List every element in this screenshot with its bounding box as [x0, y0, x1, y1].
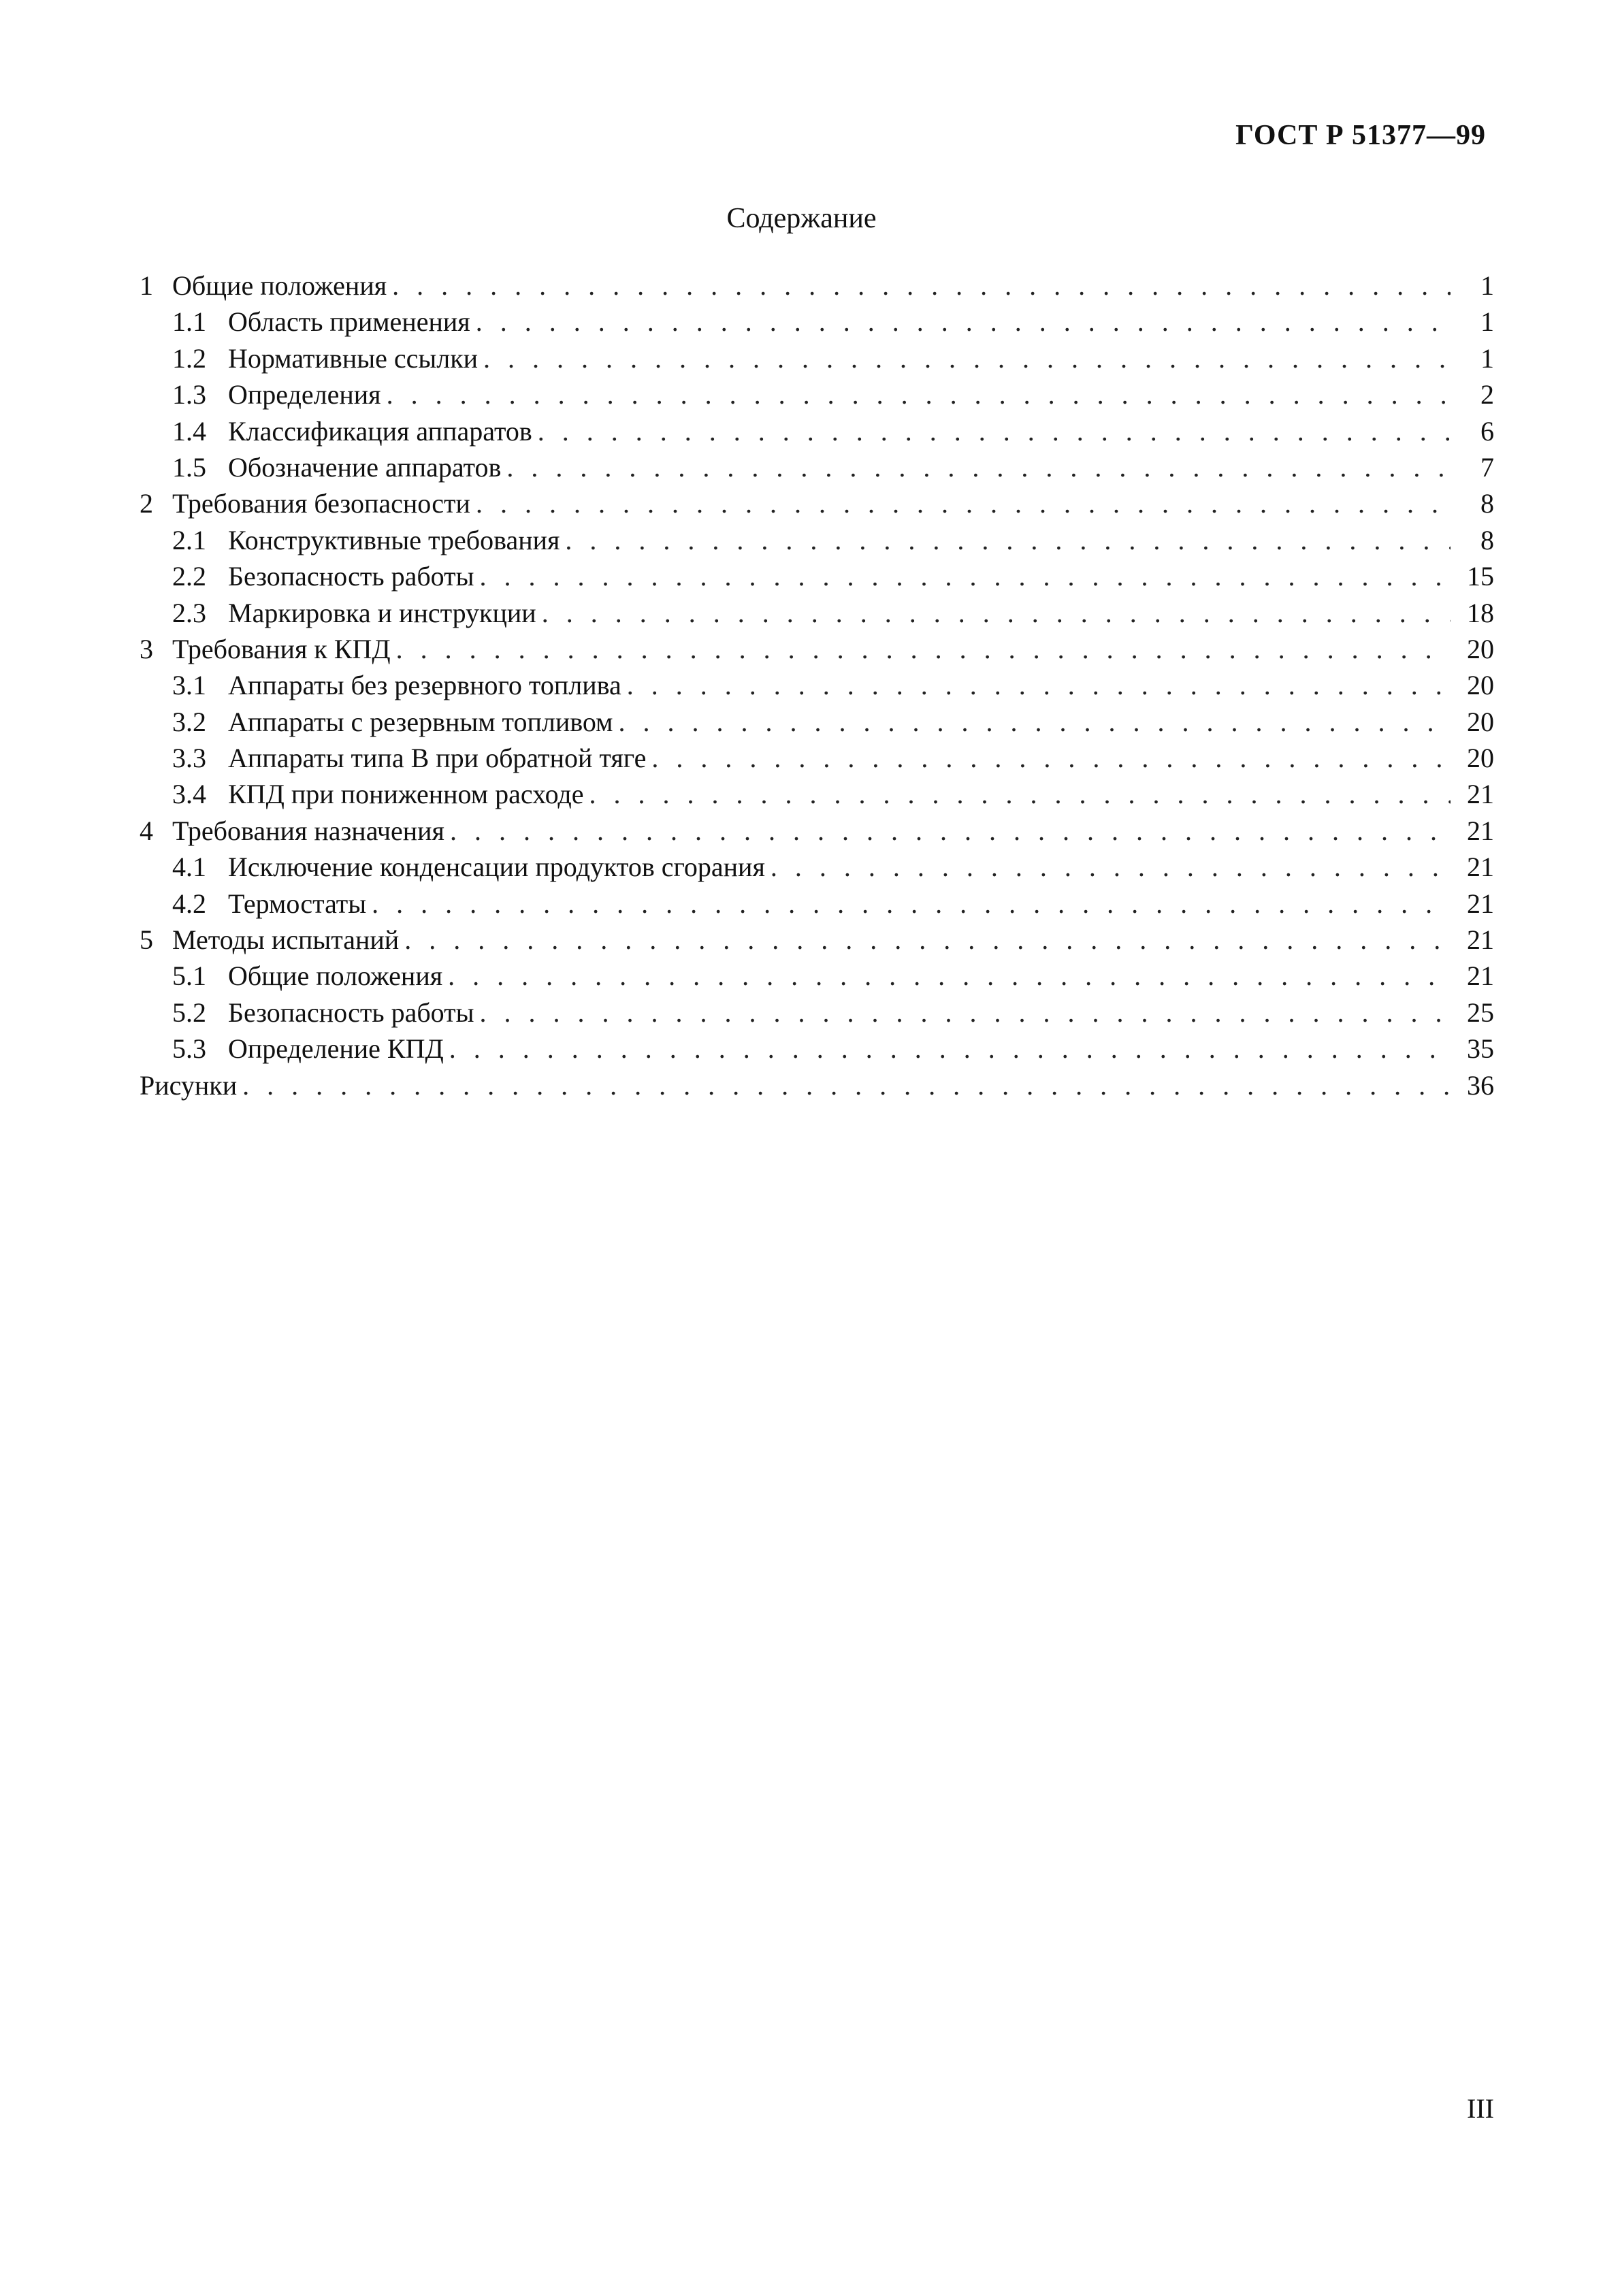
toc-entry[interactable] — [140, 849, 1494, 885]
toc-entry-page: 21 — [1467, 888, 1494, 919]
toc-entry-title: Обозначение аппаратов — [228, 451, 502, 483]
toc-dot-leader — [483, 340, 1451, 376]
toc-entry[interactable] — [140, 886, 1494, 922]
toc-entry-number: 4.1 — [172, 852, 206, 883]
toc-entry-title: Методы испытаний — [172, 924, 400, 956]
toc-entry-number: 2 — [140, 488, 153, 519]
toc-entry-number: 3.4 — [172, 779, 206, 810]
toc-entry-title: Аппараты типа В при обратной тяге — [228, 743, 647, 774]
toc-entry-page: 8 — [1480, 488, 1494, 519]
toc-dot-leader — [771, 849, 1451, 885]
toc-dot-leader — [506, 449, 1451, 485]
toc-entry-title: Классификация аппаратов — [228, 415, 532, 447]
toc-entry-page: 15 — [1467, 561, 1494, 592]
toc-entry-number: 4 — [140, 815, 153, 846]
toc-entry-number: 2.1 — [172, 524, 206, 555]
toc-entry-title: Рисунки — [140, 1069, 238, 1101]
toc-entry-title: Маркировка и инструкции — [228, 597, 536, 628]
toc-entry-page: 21 — [1467, 852, 1494, 883]
toc-entry-title: Конструктивные требования — [228, 524, 560, 555]
toc-entry-number: 1.5 — [172, 451, 206, 483]
toc-entry-page: 1 — [1480, 306, 1494, 338]
toc-entry[interactable] — [140, 268, 1494, 304]
toc-entry-title: Аппараты с резервным топливом — [228, 706, 613, 737]
toc-entry-page: 20 — [1467, 670, 1494, 701]
toc-entry[interactable] — [140, 631, 1494, 667]
toc-entry-title: Определения — [228, 379, 381, 410]
toc-entry-page: 25 — [1467, 997, 1494, 1028]
toc-entry-page: 1 — [1480, 342, 1494, 374]
toc-entry-page: 20 — [1467, 706, 1494, 737]
toc-entry[interactable] — [140, 667, 1494, 703]
page-number: III — [1467, 2093, 1494, 2124]
toc-entry-title: Аппараты без резервного топлива — [228, 670, 621, 701]
toc-entry[interactable] — [140, 813, 1494, 849]
toc-entry-title: Нормативные ссылки — [228, 342, 479, 374]
toc-dot-leader — [542, 595, 1451, 631]
toc-dot-leader — [627, 667, 1451, 703]
toc-entry-number: 2.2 — [172, 561, 206, 592]
toc-entry-number: 1 — [140, 270, 153, 301]
toc-entry[interactable] — [140, 776, 1494, 812]
toc-dot-leader — [387, 376, 1451, 413]
toc-entry[interactable] — [140, 958, 1494, 994]
toc-dot-leader — [396, 631, 1451, 667]
toc-entry-title: Требования назначения — [172, 815, 444, 846]
toc-entry[interactable] — [140, 740, 1494, 776]
toc-entry-number: 5.3 — [172, 1033, 206, 1065]
toc-entry-title: Общие положения — [228, 960, 443, 992]
toc-dot-leader — [618, 704, 1451, 740]
toc-entry-title: Безопасность работы — [228, 997, 474, 1028]
toc-entry[interactable] — [140, 595, 1494, 631]
toc-dot-leader — [476, 304, 1451, 340]
toc-dot-leader — [448, 958, 1451, 994]
toc-entry-title: Исключение конденсации продуктов сгорания — [228, 852, 765, 883]
toc-entry-number: 3.3 — [172, 743, 206, 774]
toc-title: Содержание — [726, 203, 877, 234]
toc-dot-leader — [589, 776, 1451, 812]
toc-entry[interactable] — [140, 558, 1494, 594]
toc-entry-page: 36 — [1467, 1069, 1494, 1101]
toc-entry[interactable] — [140, 1067, 1494, 1103]
toc-entry-title: Общие положения — [172, 270, 387, 301]
toc-dot-leader — [450, 813, 1451, 849]
toc-entry[interactable] — [140, 413, 1494, 449]
toc-entry[interactable] — [140, 485, 1494, 521]
toc-entry-page: 6 — [1480, 415, 1494, 447]
toc-entry-page: 21 — [1467, 815, 1494, 846]
toc-entry-number: 3.2 — [172, 706, 206, 737]
toc-entry-number: 1.4 — [172, 415, 206, 447]
toc-dot-leader — [538, 413, 1451, 449]
toc-entry-title: Область применения — [228, 306, 470, 338]
toc-entry-number: 2.3 — [172, 597, 206, 628]
toc-dot-leader — [480, 558, 1451, 594]
toc-entry[interactable] — [140, 340, 1494, 376]
toc-dot-leader — [565, 522, 1451, 558]
toc-dot-leader — [651, 740, 1451, 776]
toc-entry[interactable] — [140, 449, 1494, 485]
toc-entry[interactable] — [140, 304, 1494, 340]
toc-entry-page: 8 — [1480, 524, 1494, 555]
toc-dot-leader — [476, 485, 1451, 521]
toc-dot-leader — [404, 922, 1451, 958]
toc-entry-number: 4.2 — [172, 888, 206, 919]
toc-entry-title: Требования к КПД — [172, 633, 391, 664]
table-of-contents — [140, 268, 1494, 1103]
toc-dot-leader — [392, 268, 1451, 304]
document-code: ГОСТ Р 51377—99 — [1235, 120, 1486, 151]
toc-entry[interactable] — [140, 704, 1494, 740]
toc-entry-page: 21 — [1467, 924, 1494, 956]
toc-entry-number: 1.3 — [172, 379, 206, 410]
toc-entry-number: 5 — [140, 924, 153, 956]
toc-dot-leader — [372, 886, 1451, 922]
toc-entry-number: 5.1 — [172, 960, 206, 992]
toc-entry-title: КПД при пониженном расходе — [228, 779, 584, 810]
toc-entry-page: 2 — [1480, 379, 1494, 410]
toc-dot-leader — [449, 1031, 1451, 1067]
toc-entry-page: 1 — [1480, 270, 1494, 301]
toc-entry-title: Определение КПД — [228, 1033, 444, 1065]
toc-entry-page: 20 — [1467, 743, 1494, 774]
toc-entry-page: 7 — [1480, 451, 1494, 483]
toc-entry-number: 1.1 — [172, 306, 206, 338]
toc-entry-page: 18 — [1467, 597, 1494, 628]
toc-entry-number: 3.1 — [172, 670, 206, 701]
toc-dot-leader — [242, 1067, 1451, 1103]
toc-entry[interactable] — [140, 1031, 1494, 1067]
toc-entry-number: 1.2 — [172, 342, 206, 374]
toc-entry-title: Термостаты — [228, 888, 367, 919]
toc-entry-page: 21 — [1467, 960, 1494, 992]
toc-entry-title: Безопасность работы — [228, 561, 474, 592]
toc-entry[interactable] — [140, 995, 1494, 1031]
toc-entry-page: 35 — [1467, 1033, 1494, 1065]
toc-entry[interactable] — [140, 922, 1494, 958]
toc-entry-number: 3 — [140, 633, 153, 664]
toc-entry[interactable] — [140, 522, 1494, 558]
toc-dot-leader — [480, 995, 1451, 1031]
toc-entry-page: 21 — [1467, 779, 1494, 810]
toc-entry-page: 20 — [1467, 633, 1494, 664]
toc-entry-title: Требования безопасности — [172, 488, 470, 519]
toc-entry[interactable] — [140, 376, 1494, 413]
toc-entry-number: 5.2 — [172, 997, 206, 1028]
